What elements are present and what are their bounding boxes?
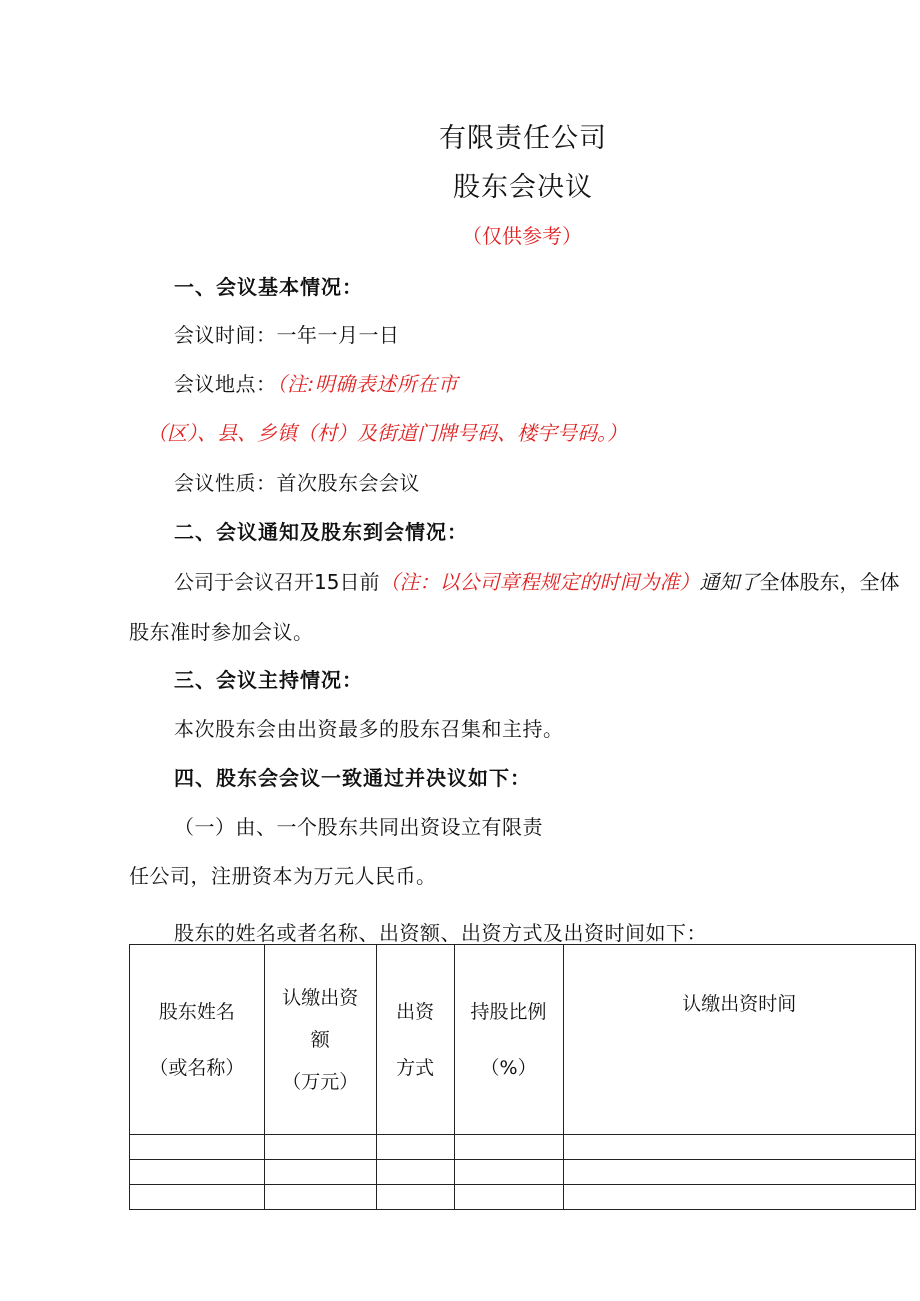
- col-header-subscription-time: 认缴出资时间: [563, 945, 916, 1135]
- document-title-line2: 股东会决议: [453, 172, 593, 203]
- section-3-heading: 三、会议主持情况：: [174, 668, 363, 692]
- col3-line1: 出资: [396, 1000, 435, 1023]
- col2-line1: 认缴出资: [282, 986, 359, 1009]
- col-header-subscribed-amount: [264, 945, 376, 1135]
- notice-text-c: 全体股东，全体: [759, 570, 900, 594]
- table-intro: 股东的姓名或者名称、出资额、出资方式及出资时间如下：: [174, 921, 707, 945]
- notice-line: [174, 566, 899, 595]
- col2-line3: （万元）: [282, 1070, 359, 1093]
- col4-line1: 持股比例: [470, 1000, 547, 1023]
- col-header-shareholder-name: [130, 945, 265, 1135]
- table-header-row: [130, 945, 916, 1135]
- col3-line2: 方式: [396, 1056, 435, 1079]
- notice-text-a: 公司于会议召开15日前: [174, 570, 380, 594]
- notice-note: （注：以公司章程规定的时间为准）: [379, 570, 700, 594]
- notice-text-d: 股东准时参加会议。: [129, 620, 314, 644]
- meeting-place-note-b: （区）、县、乡镇（村）及街道门牌号码、楼宇号码。）: [147, 421, 627, 445]
- table-row: [130, 1185, 916, 1210]
- table-row: [130, 1160, 916, 1185]
- host-text: 本次股东会由出资最多的股东召集和主持。: [174, 717, 564, 741]
- meeting-time: 会议时间：一年一月一日: [174, 323, 400, 347]
- meeting-place-label: 会议地点：: [174, 372, 277, 396]
- col-header-shareholding-ratio: [454, 945, 563, 1135]
- col1-line1: 股东姓名: [158, 1000, 235, 1023]
- section-1-heading: 一、会议基本情况：: [174, 275, 363, 299]
- shareholder-table: [129, 944, 916, 1210]
- col1-line2: （或名称）: [149, 1056, 245, 1079]
- resolution-1-line-b: 任公司，注册资本为万元人民币。: [129, 864, 437, 888]
- col-header-contribution-method: [376, 945, 454, 1135]
- table-row: [130, 1135, 916, 1160]
- meeting-place-note-a: （注:明确表述所在市: [276, 372, 459, 396]
- col2-line2: 额: [310, 1028, 330, 1051]
- meeting-nature: 会议性质：首次股东会会议: [174, 471, 420, 495]
- notice-text-b: 通知了: [699, 570, 760, 594]
- meeting-place-line: [174, 368, 458, 397]
- col4-line2: （%）: [480, 1056, 537, 1079]
- section-4-heading: 四、股东会会议一致通过并决议如下：: [174, 766, 531, 790]
- document-title-line1: 有限责任公司: [439, 123, 607, 154]
- document-subtitle: （仅供参考）: [462, 224, 582, 248]
- section-2-heading: 二、会议通知及股东到会情况：: [174, 520, 468, 544]
- resolution-1-line-a: （一）由、一个股东共同出资设立有限责: [174, 815, 543, 839]
